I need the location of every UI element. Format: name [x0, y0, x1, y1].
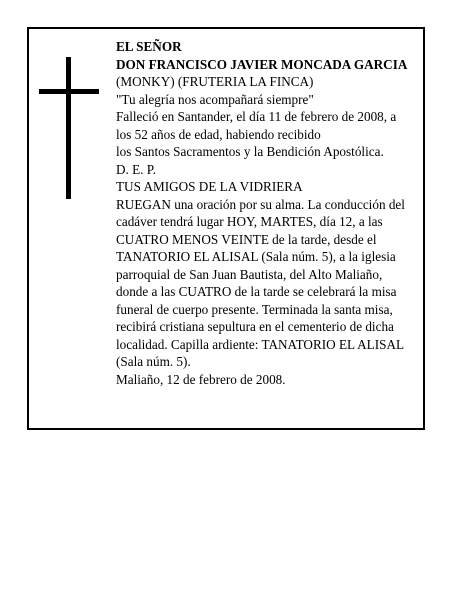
notice-line: CUATRO MENOS VEINTE de la tarde, desde el — [116, 231, 377, 247]
notice-line: RUEGAN una oración por su alma. La conducción del — [116, 196, 405, 212]
notice-text — [116, 38, 422, 388]
notice-line: recibirá cristiana sepultura en el cementerio de dicha — [116, 319, 394, 334]
notice-line: donde a las CUATRO de la tarde se celebrará la misa — [116, 284, 397, 299]
notice-line: Maliaño, 12 de febrero de 2008. — [116, 371, 286, 387]
notice-line: los 52 años de edad, habiendo recibido — [116, 126, 321, 142]
notice-line: funeral de cuerpo presente. Terminada la santa misa, — [116, 301, 393, 317]
cross-icon — [39, 57, 99, 199]
notice-line: cadáver tendrá lugar HOY, MARTES, día 12, a las — [116, 214, 383, 229]
notice-line: D. E. P. — [116, 161, 156, 177]
obituary-notice — [27, 27, 425, 430]
notice-line: los Santos Sacramentos y la Bendición Apostólica. — [116, 144, 384, 159]
cross-vertical-bar — [66, 57, 71, 199]
notice-line: "Tu alegría nos acompañará siempre" — [116, 91, 314, 107]
notice-line: EL SEÑOR — [116, 39, 182, 54]
notice-line: DON FRANCISCO JAVIER MONCADA GARCIA — [116, 56, 408, 72]
cross-horizontal-bar — [39, 89, 99, 94]
notice-line: localidad. Capilla ardiente: TANATORIO EL ALISAL — [116, 336, 405, 352]
notice-line: TUS AMIGOS DE LA VIDRIERA — [116, 179, 303, 194]
notice-line: Falleció en Santander, el día 11 de febrero de 2008, a — [116, 109, 397, 124]
notice-line: parroquial de San Juan Bautista, del Alto Maliaño, — [116, 266, 383, 282]
notice-line: (Sala núm. 5). — [116, 354, 191, 369]
notice-line: (MONKY) (FRUTERIA LA FINCA) — [116, 74, 314, 89]
notice-line: TANATORIO EL ALISAL (Sala núm. 5), a la iglesia — [116, 249, 396, 264]
